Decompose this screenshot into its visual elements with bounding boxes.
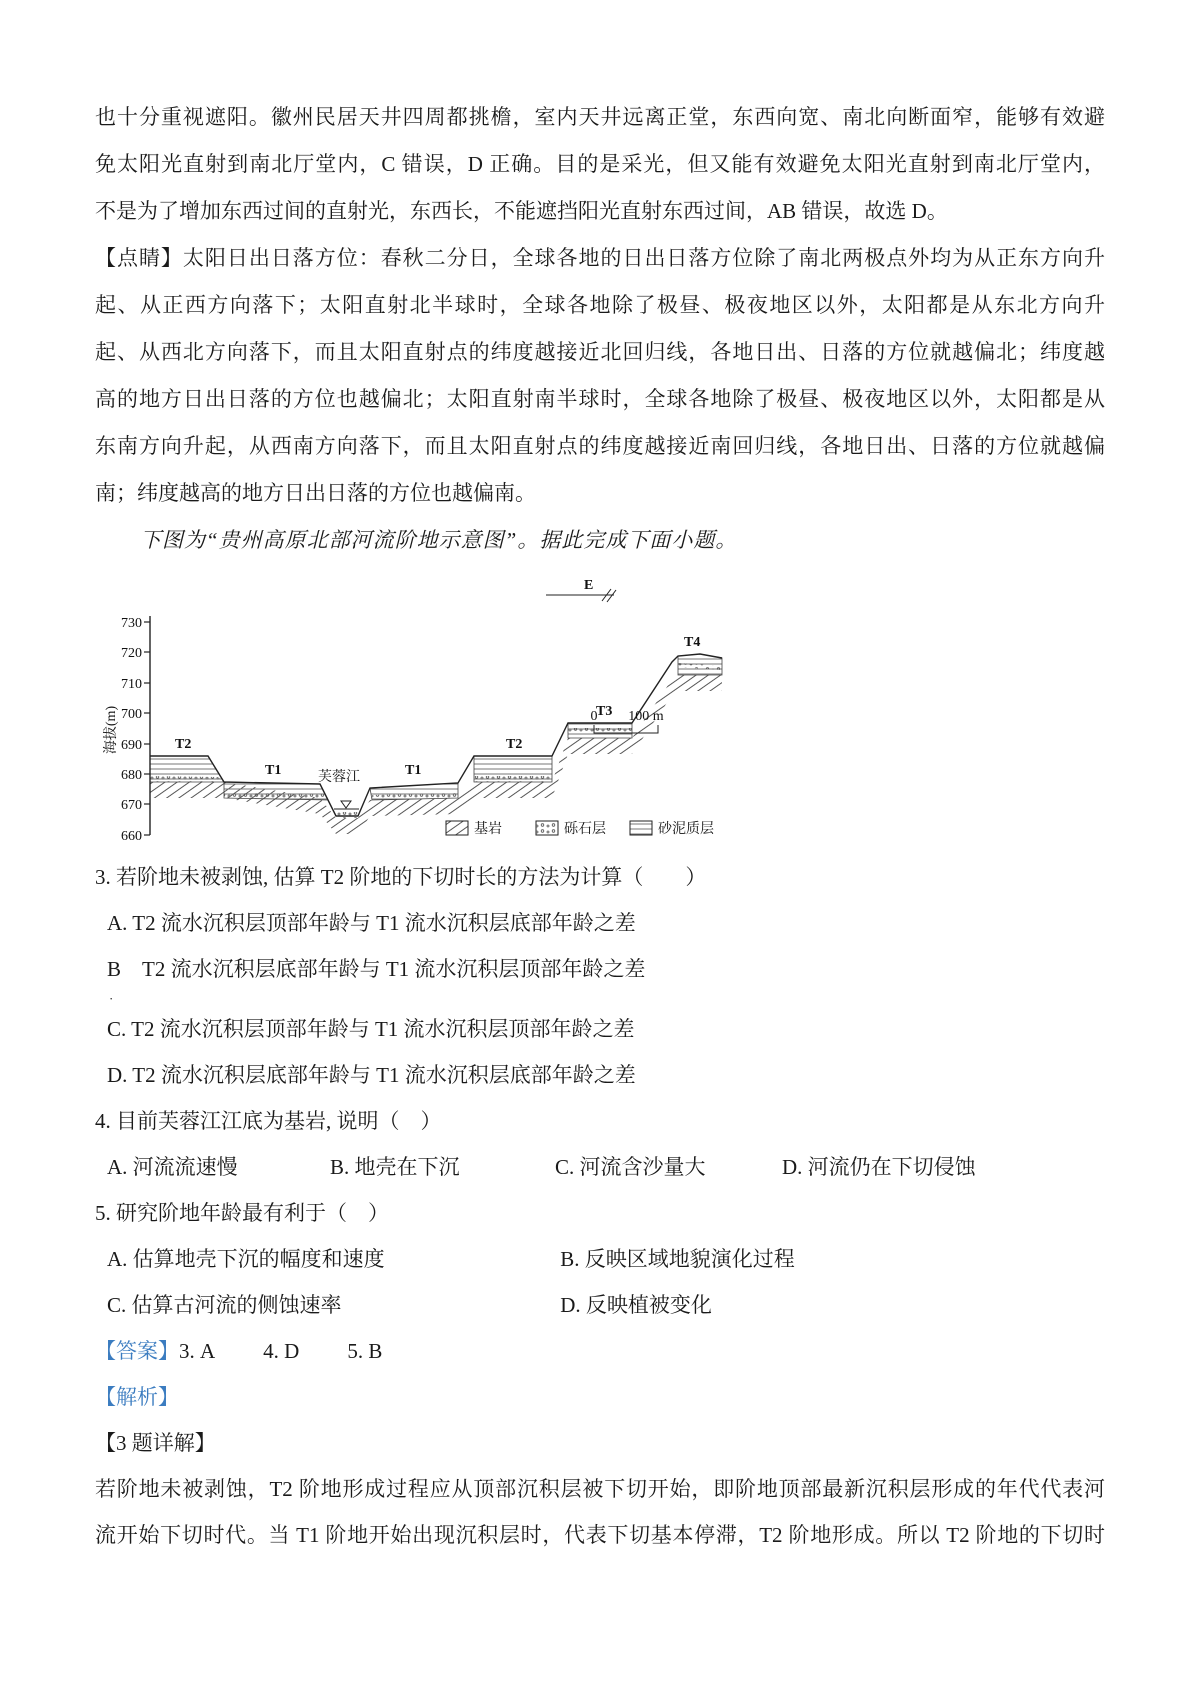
terrace-diagram <box>100 570 1105 854</box>
label-t1-left: T1 <box>265 763 282 778</box>
question-5-option-c: C. 估算古河流的侧蚀速率 <box>107 1293 342 1317</box>
question-5-option-a: A. 估算地壳下沉的幅度和速度 <box>107 1247 385 1271</box>
text-line: 东南方向升起，从西南方向落下，而且太阳直射点的纬度越接近南回归线，各地日出、日落的方位就越偏 <box>95 434 1105 458</box>
question-3-stem: 3. 若阶地未被剥蚀, 估算 T2 阶地的下切时长的方法为计算（ ） <box>95 865 707 889</box>
question-4-stem: 4. 目前芙蓉江江底为基岩, 说明（ ） <box>95 1109 442 1133</box>
scale-hundred: 100 m <box>628 709 664 724</box>
answers-tag: 【答案】 <box>95 1339 179 1363</box>
question-4-options <box>95 1144 1105 1190</box>
label-t2-left: T2 <box>175 737 192 752</box>
stray-mark: · <box>109 991 114 1006</box>
terrace-cross-section-svg <box>100 570 730 848</box>
legend-bedrock-swatch <box>446 821 468 835</box>
text-line: 高的地方日出日落的方位也越偏北；太阳直射南半球时，全球各地除了极昼、极夜地区以外，太阳都是从 <box>95 387 1105 411</box>
question-4-option-b: B. 地壳在下沉 <box>330 1155 460 1179</box>
text-line: 流开始下切时代。当 T1 阶地开始出现沉积层时，代表下切基本停滞，T2 阶地形成。所以 T2 阶地的下切时 <box>95 1523 1105 1547</box>
tick-720: 720 <box>121 646 142 661</box>
question-4-option-c: C. 河流含沙量大 <box>555 1155 706 1179</box>
detail-3-tag-line: 【3 题详解】 <box>95 1431 216 1455</box>
question-3-option-a: A. T2 流水沉积层顶部年龄与 T1 流水沉积层底部年龄之差 <box>107 911 636 935</box>
scale-zero: 0 <box>590 709 598 724</box>
text-line: 【点睛】太阳日出日落方位：春秋二分日，全球各地的日出日落方位除了南北两极点外均为从正东方向升 <box>95 246 1105 270</box>
tick-680: 680 <box>121 768 142 783</box>
legend-gravel-label: 砾石层 <box>564 822 606 837</box>
tick-670: 670 <box>121 798 142 813</box>
question-intro: 下图为“贵州高原北部河流阶地示意图”。据此完成下面小题。 <box>140 528 738 552</box>
question-4 <box>95 1098 1105 1190</box>
east-marker <box>546 578 616 602</box>
question-3-option-c: C. T2 流水沉积层顶部年龄与 T1 流水沉积层顶部年龄之差 <box>107 1017 635 1041</box>
text-line: 免太阳光直射到南北厅堂内，C 错误，D 正确。目的是采光，但又能有效避免太阳光直射到南北厅堂内， <box>95 152 1105 176</box>
label-t1-right: T1 <box>405 763 422 778</box>
question-5-option-b: B. 反映区域地貌演化过程 <box>560 1247 795 1271</box>
analysis-tag: 【解析】 <box>95 1385 179 1409</box>
figure-legend <box>446 820 714 837</box>
explanation-paragraph <box>95 94 1105 235</box>
bedrock-hatch-band <box>150 675 722 834</box>
text-line: 南；纬度越高的地方日出日落的方位也越偏南。 <box>95 481 536 505</box>
tick-660: 660 <box>121 829 142 844</box>
water-level-marker <box>334 801 359 809</box>
y-axis-title: 海拔(m) <box>104 705 119 755</box>
y-axis <box>102 616 150 844</box>
question-5-options-row-1 <box>95 1236 1105 1282</box>
detail-3-paragraph <box>95 1466 1105 1558</box>
legend-bedrock-label: 基岩 <box>474 822 502 837</box>
answer-q4: 4. D <box>263 1339 300 1363</box>
legend-sandmud-swatch <box>630 821 652 835</box>
question-3 <box>95 854 1105 1098</box>
sandmud-layers <box>150 654 722 800</box>
question-5-option-d: D. 反映植被变化 <box>560 1293 712 1317</box>
tick-730: 730 <box>121 616 142 631</box>
question-5-stem: 5. 研究阶地年龄最有利于（ ） <box>95 1201 389 1225</box>
label-t2-right: T2 <box>506 737 523 752</box>
tick-690: 690 <box>121 738 142 753</box>
question-4-option-a: A. 河流流速慢 <box>107 1155 238 1179</box>
analysis-tag-line <box>95 1374 1105 1420</box>
text-line: 起、从正西方向落下；太阳直射北半球时，全球各地除了极昼、极夜地区以外，太阳都是从东北方向升 <box>95 293 1105 317</box>
label-river: 芙蓉江 <box>318 770 360 785</box>
legend-gravel-swatch <box>536 821 558 835</box>
tick-700: 700 <box>121 707 142 722</box>
question-3-option-d: D. T2 流水沉积层底部年龄与 T1 流水沉积层底部年龄之差 <box>107 1063 636 1087</box>
east-label: E <box>584 578 594 593</box>
text-line: 不是为了增加东西过间的直射光，东西长，不能遮挡阳光直射东西过间，AB 错误，故选 D。 <box>95 199 948 223</box>
question-5 <box>95 1190 1105 1328</box>
answers-line <box>95 1328 1105 1374</box>
text-line: 若阶地未被剥蚀，T2 阶地形成过程应从顶部沉积层被下切开始，即阶地顶部最新沉积层形成的年代代表河 <box>95 1477 1105 1501</box>
question-5-options-row-2 <box>95 1282 1105 1328</box>
question-4-option-d: D. 河流仍在下切侵蚀 <box>782 1155 976 1179</box>
tick-710: 710 <box>121 677 142 692</box>
dianjing-paragraph <box>95 235 1105 517</box>
answer-q3: 3. A <box>179 1339 216 1363</box>
answer-q5: 5. B <box>347 1339 383 1363</box>
legend-sandmud-label: 砂泥质层 <box>658 822 714 837</box>
question-3-option-b: B T2 流水沉积层底部年龄与 T1 流水沉积层顶部年龄之差 <box>107 957 646 981</box>
label-t4: T4 <box>684 635 701 650</box>
label-t3: T3 <box>596 704 613 719</box>
text-line: 也十分重视遮阳。徽州民居天井四周都挑檐，室内天井远离正堂，东西向宽、南北向断面窄，能够有效避 <box>95 105 1105 129</box>
text-line: 起、从西北方向落下，而且太阳直射点的纬度越接近北回归线，各地日出、日落的方位就越偏北；纬度越 <box>95 340 1105 364</box>
